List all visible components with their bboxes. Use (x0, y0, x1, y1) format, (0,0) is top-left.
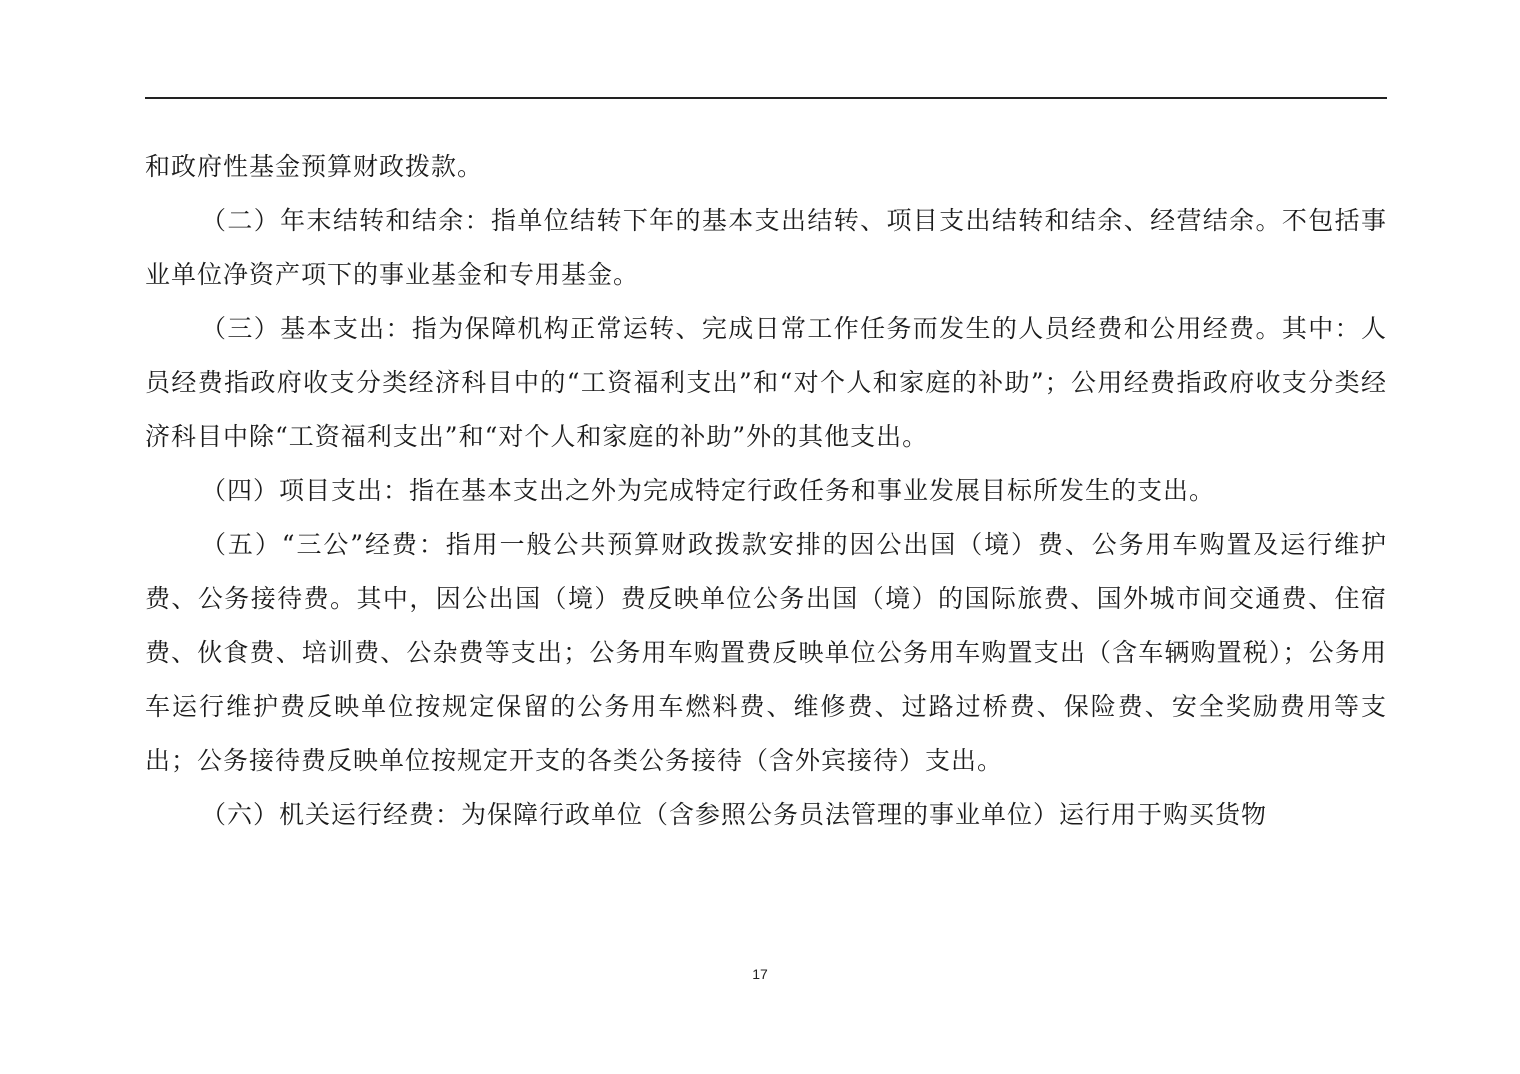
header-rule (145, 97, 1387, 99)
page-number: 17 (752, 966, 768, 982)
paragraph-project-expenditure: （四）项目支出：指在基本支出之外为完成特定行政任务和事业发展目标所发生的支出。 (201, 476, 1216, 505)
document-body (145, 140, 1387, 842)
paragraph-basic-expenditure: （三）基本支出：指为保障机构正常运转、完成日常工作任务而发生的人员经费和公用经费。其中：人员经费指政府收支分类经济科目中的“工资福利支出”和“对个人和家庭的补助”；公用经费指政府收支分类经济科目中除“工资福利支出”和“对个人和家庭的补助”外的其他支出。 (145, 314, 1387, 451)
paragraph-three-public-expenses: （五）“三公”经费：指用一般公共预算财政拨款安排的因公出国（境）费、公务用车购置及运行维护费、公务接待费。其中，因公出国（境）费反映单位公务出国（境）的国际旅费、国外城市间交通费、住宿费、伙食费、培训费、公杂费等支出；公务用车购置费反映单位公务用车购置支出（含车辆购置税）；公务用车运行维护费反映单位按规定保留的公务用车燃料费、维修费、过路过桥费、保险费、安全奖励费用等支出；公务接待费反映单位按规定开支的各类公务接待（含外宾接待）支出。 (145, 530, 1387, 775)
paragraph-operating-expenses: （六）机关运行经费：为保障行政单位（含参照公务员法管理的事业单位）运行用于购买货物 (201, 800, 1268, 829)
paragraph-continuation: 和政府性基金预算财政拨款。 (145, 152, 484, 181)
paragraph-year-end-balance: （二）年末结转和结余：指单位结转下年的基本支出结转、项目支出结转和结余、经营结余。不包括事业单位净资产项下的事业基金和专用基金。 (145, 206, 1387, 289)
